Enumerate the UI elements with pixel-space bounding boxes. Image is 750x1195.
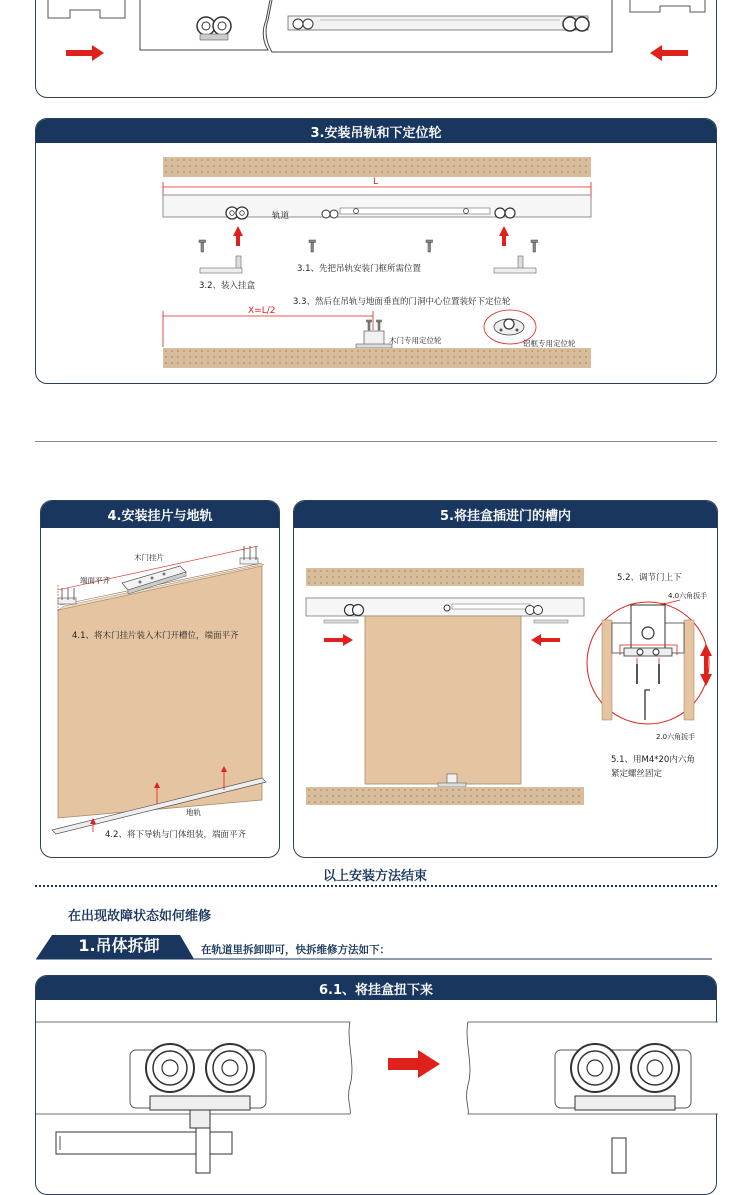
step-4-2: 4.2、将下导轨与门体组装，端面平齐 [105,830,247,840]
step-3-1: 3.1、先把吊轨安装门框所需位置 [297,264,422,274]
label-x-half: X=L/2 [248,306,276,316]
fault-title: 在出现故障状态如何维修 [68,909,212,924]
step-5-2: 5.2、调节门上下 [617,573,682,583]
step-4-1: 4.1、将木门挂片装入木门开槽位，端面平齐 [72,631,239,641]
label-track: 轨道 [272,211,290,221]
step-3-2: 3.2、装入挂盒 [199,281,256,291]
section4-title: 4.安装挂片与地轨 [107,509,213,524]
label-floor-rail: 地轨 [186,808,201,817]
section5-title: 5.将挂盒插进门的槽内 [440,509,571,524]
label-wood-guide: 木门专用定位轮 [389,336,442,345]
hanger-box-icon [130,1044,266,1128]
label-flush-top: 端面平齐 [80,576,110,585]
install-end-text: 以上安装方法结束 [322,869,427,884]
label-alu-guide: 铝框专用定位轮 [523,339,576,348]
section6-title: 6.1、将挂盒扭下来 [318,982,434,998]
repair-tab-desc: 在轨道里拆卸即可，快拆维修方法如下： [201,944,390,956]
label-L: L [373,177,379,187]
label-hanger-plate: 木门挂片 [134,553,164,562]
step-5-1-line2: 紧定螺丝固定 [611,769,663,779]
label-hex-2: 2.0六角扳手 [656,733,696,741]
arrow-right-icon [388,1050,440,1078]
label-hex-4: 4.0六角扳手 [668,592,708,600]
section3-title: 3.安装吊轨和下定位轮 [310,125,442,141]
repair-tab-label[interactable]: 1.吊体拆卸 [78,936,160,955]
hanger-box-icon [555,1044,691,1110]
step-5-1-line1: 5.1、用M4*20内六角 [611,755,695,765]
step-3-3: 3.3、然后在吊轨与地面垂直的门洞中心位置装好下定位轮 [293,297,511,307]
